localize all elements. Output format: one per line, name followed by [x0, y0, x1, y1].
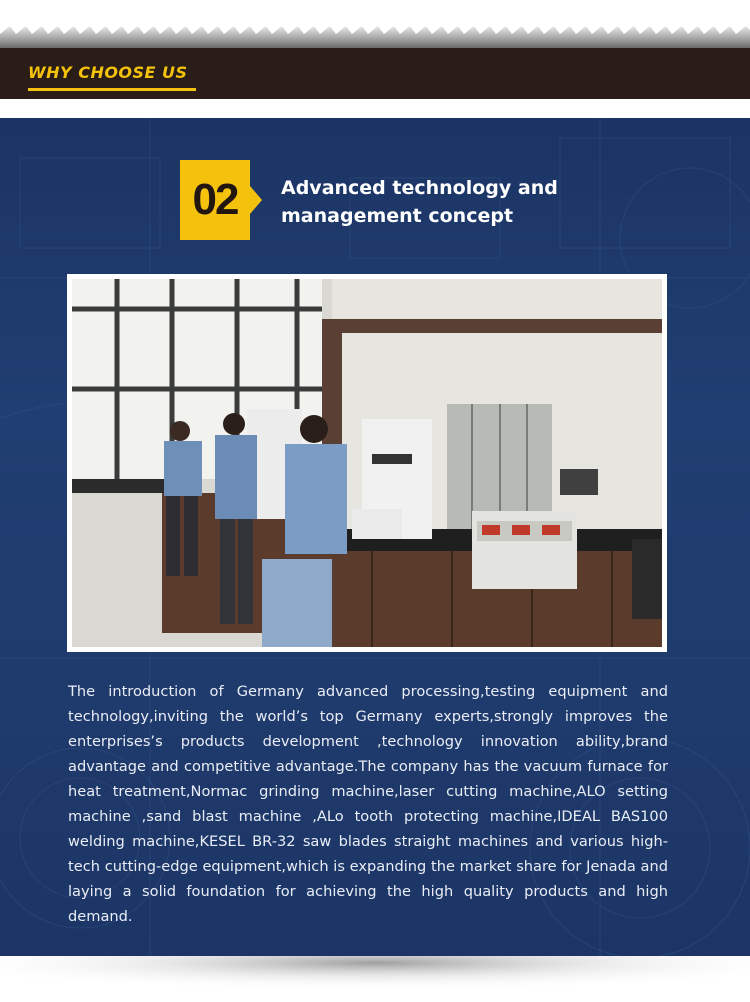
bottom-shadow [0, 956, 750, 1002]
feature-title-line-2: management concept [281, 205, 514, 227]
feature-description: The introduction of Germany advanced processing,testing equipment and technology,inviting the world’s top Germany experts,strongly improves the enterprises’s products development ,technology innovation ability,brand advantage and competitive advantage.The company has the vacuum furnace for heat treatment,Normac grinding machine,laser cutting machine,ALO setting machine ,sand blast machine ,ALo tooth protecting machine,IDEAL BAS100 welding machine,KESEL BR-32 saw blades straight machines and various high-tech cutting-edge equipment,which is expanding the market share for Jenada and laying a solid foundation for achieving the high quality products and high demand. [68, 683, 668, 925]
laboratory-photo [72, 279, 662, 647]
badge-arrow [250, 186, 262, 214]
saw-blade-strip [0, 0, 750, 50]
section-title: WHY CHOOSE US [28, 63, 188, 82]
section-header [0, 48, 750, 99]
title-underline [28, 88, 196, 91]
feature-number: 02 [192, 175, 238, 224]
feature-title [281, 174, 611, 230]
feature-title-line-1: Advanced technology and [281, 177, 558, 199]
